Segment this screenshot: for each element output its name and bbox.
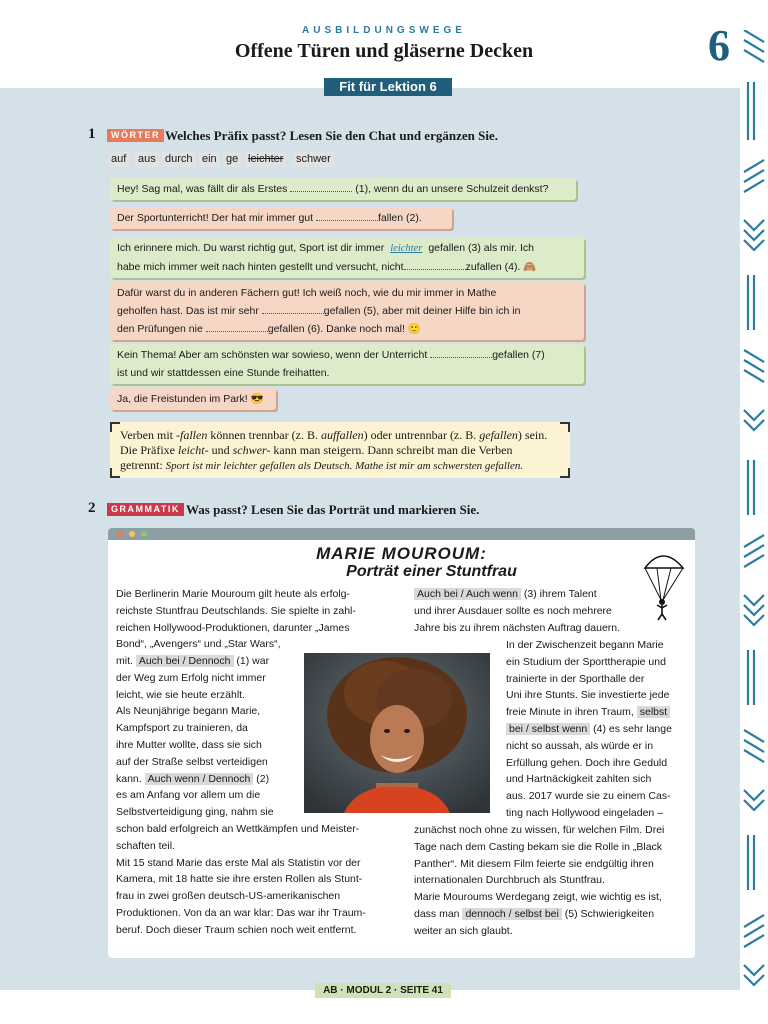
note-text: und [208, 443, 233, 457]
task-tag: WÖRTER [107, 129, 164, 142]
article-line: Marie Mouroums Werdegang zeigt, wie wichtig es ist, [414, 891, 662, 904]
page-title: Offene Türen und gläserne Decken [234, 40, 534, 62]
choice-option[interactable]: dennoch / selbst bei [462, 908, 561, 920]
article-line: es am Anfang vor allem um die [116, 789, 261, 802]
article-line: nicht so aussah, als würde er in [506, 739, 654, 752]
chat-text: Kein Thema! Aber am schönsten war sowieso, wenn der Unterricht [117, 349, 428, 361]
window-dot [141, 531, 147, 537]
chapter-number: 6 [708, 21, 730, 70]
note-text: -fallen [176, 428, 208, 442]
task-number: 2 [88, 500, 96, 516]
chat-text: Ja, die Freistunden im Park! [117, 393, 248, 405]
note-corner [110, 468, 120, 478]
portrait-title: MARIE MOUROUM: [316, 544, 487, 563]
note-corner [560, 422, 570, 432]
chat-text: den Prüfungen nie [117, 323, 203, 335]
article-right-wrap [506, 637, 688, 822]
article-line: Erfüllung gehen. Doch ihre Geduld [506, 756, 668, 769]
blank-field[interactable] [262, 303, 324, 314]
task-instruction: Welches Präfix passt? Lesen Sie den Chat und ergänzen Sie. [165, 128, 498, 143]
article-left-wrap [116, 653, 300, 821]
article-right-top [414, 586, 689, 636]
article-line: internationalen Durchbruch als Stuntfrau. [414, 874, 605, 887]
chat-bubble [110, 388, 276, 410]
note-corner [560, 468, 570, 478]
grammar-note [110, 422, 570, 478]
word-option-used: leichter [245, 152, 286, 167]
word-option: auf [108, 152, 129, 167]
chat-text: Hey! Sag mal, was fällt dir als Erstes [117, 183, 288, 195]
article-left-bottom [116, 821, 408, 939]
article-text: mit. [116, 655, 133, 667]
article-text: (3) ihrem Talent [523, 588, 597, 600]
task-instruction: Was passt? Lesen Sie das Porträt und markieren Sie. [186, 502, 480, 517]
article-right-bottom [414, 822, 689, 940]
article-line: schaften teil. [116, 839, 175, 852]
task-number: 1 [88, 126, 96, 142]
note-text: ) oder untrennbar (z. B. [363, 428, 480, 442]
article-text: (2) [256, 772, 270, 785]
section-label: AUSBILDUNGSWEGE [302, 25, 466, 36]
chat-bubble [110, 282, 584, 340]
article-line: schon bald erfolgreich an Wettkämpfen und Meister- [116, 823, 360, 835]
article-line: Selbstverteidigung ging, nahm sie [116, 806, 274, 819]
chat-text: Ich erinnere mich. Du warst richtig gut, Sport ist dir immer [117, 242, 385, 254]
chat-text: (1), wenn du an unsere Schulzeit denkst? [355, 183, 549, 195]
article-line: Tage nach dem Casting bekam sie die Rolle in „Black [414, 840, 663, 853]
note-text: kann man steigern. Dann schreibt man die Verben [270, 443, 513, 457]
article-text: (1) war [236, 655, 270, 667]
article-line: ihre Mutter wollte, dass sie sich [116, 738, 262, 751]
portrait-card [108, 528, 695, 958]
window-dot [129, 531, 135, 537]
article-line: Die Berlinerin Marie Mouroum gilt heute als erfolg- [116, 588, 351, 600]
note-text: schwer- [232, 443, 271, 457]
choice-option[interactable]: Auch wenn / Dennoch [145, 773, 254, 785]
article-line: und Hartnäckigkeit zahlten sich [506, 773, 652, 786]
article-line: Kamera, mit 18 hatte sie ihre ersten Rollen als Stunt- [116, 873, 363, 886]
word-option: ge [223, 152, 241, 167]
chat-bubble [110, 344, 584, 384]
chat-text: habe mich immer weit nach hinten gestellt und versucht, nicht [117, 261, 404, 273]
note-text: Die Präfixe [120, 443, 178, 457]
page-footer: AB · MODUL 2 · SEITE 41 [315, 983, 451, 998]
choice-option[interactable]: bei / selbst wenn [506, 723, 590, 735]
chat-text: Dafür warst du in anderen Fächern gut! Ich weiß noch, wie du mir immer in Mathe [117, 287, 497, 299]
note-text: können trennbar (z. B. [207, 428, 321, 442]
chat-text: gefallen (6). Danke noch mal! [267, 323, 405, 335]
article-text: freie Minute in ihren Traum, [506, 706, 634, 719]
blank-field[interactable] [206, 321, 268, 332]
smiley-emoji-icon: 🙂 [407, 323, 421, 335]
article-line: und ihrer Ausdauer sollte es noch mehrere [414, 604, 612, 617]
article-line: aus. 2017 wurde sie zu einem Cas- [506, 790, 671, 803]
article-line: Panther“. Mit diesem Film feierte sie endgültig ihren [414, 857, 654, 870]
choice-option[interactable]: Auch bei / Dennoch [136, 655, 234, 667]
filled-answer: leichter [390, 243, 423, 254]
note-corner [110, 422, 120, 432]
chat-bubble [110, 178, 576, 200]
blank-field[interactable] [316, 210, 378, 221]
note-text: gefallen [479, 428, 518, 442]
window-bar [108, 528, 695, 540]
chat-bubble [110, 207, 452, 229]
chat-text: Der Sportunterricht! Der hat mir immer gut [117, 212, 314, 224]
portrait-subtitle: Porträt einer Stuntfrau [346, 563, 517, 580]
chat-bubble [110, 237, 584, 278]
article-text: (5) Schwierigkeiten [564, 907, 655, 920]
blank-field[interactable] [290, 181, 352, 192]
portrait-photo [304, 653, 490, 813]
choice-option[interactable]: selbst [637, 706, 670, 718]
article-line: ting nach Hollywood eingeladen – [506, 806, 664, 819]
chat-text: gefallen (3) als mir. Ich [428, 242, 534, 254]
article-line: ein Studium der Sporttherapie und [506, 655, 666, 668]
article-line: Jahre bis zu ihrem nächsten Auftrag dauern. [414, 621, 621, 634]
article-line: Kampfsport zu trainieren, da [116, 722, 248, 735]
article-line: weiter an sich glaubt. [414, 924, 513, 937]
article-line: trainierte in der Sporthalle der [506, 672, 645, 685]
article-text: dass man [414, 907, 460, 920]
blank-field[interactable] [404, 259, 466, 270]
note-text: ) sein. [517, 428, 548, 442]
note-example: Sport ist mir leichter gefallen als Deutsch. Mathe ist mir am schwersten gefallen. [165, 460, 524, 472]
word-option: durch [162, 152, 196, 167]
article-line: frau in zwei großen deutsch-US-amerikanischen [116, 890, 341, 903]
article-text: (4) es sehr lange [593, 722, 672, 735]
chat-text: ist und wir stattdessen eine Stunde freihatten. [117, 367, 330, 379]
article-line: beruf. Doch dieser Traum schien noch weit entfernt. [116, 923, 357, 936]
monkey-emoji-icon: 🙈 [523, 261, 537, 273]
chat-text: gefallen (7) [492, 349, 545, 361]
note-text: auffallen [320, 428, 364, 442]
article-line: zunächst noch ohne zu wissen, für welchen Film. Drei [414, 824, 665, 836]
blank-field[interactable] [430, 347, 492, 358]
article-line: Produktionen. Von da an war klar: Das war ihr Traum- [116, 906, 366, 919]
article-line: In der Zwischenzeit begann Marie [506, 639, 664, 651]
article-line: reichen Hollywood-Produktionen, darunter „James [116, 621, 350, 634]
article-line: Mit 15 stand Marie das erste Mal als Statistin vor der [116, 856, 361, 869]
window-dot [117, 531, 123, 537]
chat-text: geholfen hast. Das ist mir sehr [117, 305, 259, 317]
article-text: kann. [116, 772, 142, 785]
task-tag: GRAMMATIK [107, 503, 184, 516]
choice-option[interactable]: Auch bei / Auch wenn [414, 588, 521, 600]
fit-badge: Fit für Lektion 6 [324, 78, 452, 96]
chat-text: fallen (2). [377, 212, 422, 224]
word-option: aus [135, 152, 159, 167]
article-line: Als Neunjährige begann Marie, [116, 705, 261, 718]
note-text: Verben mit [120, 428, 176, 442]
article-line: reichste Stuntfrau Deutschlands. Sie spielte in zahl- [116, 604, 356, 617]
word-option: schwer [293, 152, 334, 167]
article-line: Bond“, „Avengers“ und „Star Wars“, [116, 638, 281, 651]
article-line: auf der Straße selbst verteidigen [116, 755, 268, 768]
note-text: leicht- [177, 443, 209, 457]
chat-text: zufallen (4). [465, 261, 521, 273]
article-line: leicht, wie sie heute erzählt. [116, 688, 245, 701]
article-left-top [116, 586, 406, 653]
chat-text: gefallen (5), aber mit deiner Hilfe bin ich in [323, 305, 521, 317]
article-line: Uni ihre Stunts. Sie investierte jede [506, 689, 670, 702]
word-option: ein [199, 152, 220, 167]
sunglasses-emoji-icon: 😎 [250, 393, 264, 405]
note-text: getrennt: [120, 458, 166, 472]
article-line: der Weg zum Erfolg nicht immer [116, 671, 266, 684]
decorative-pattern [740, 30, 768, 990]
portrait-image [304, 653, 490, 813]
